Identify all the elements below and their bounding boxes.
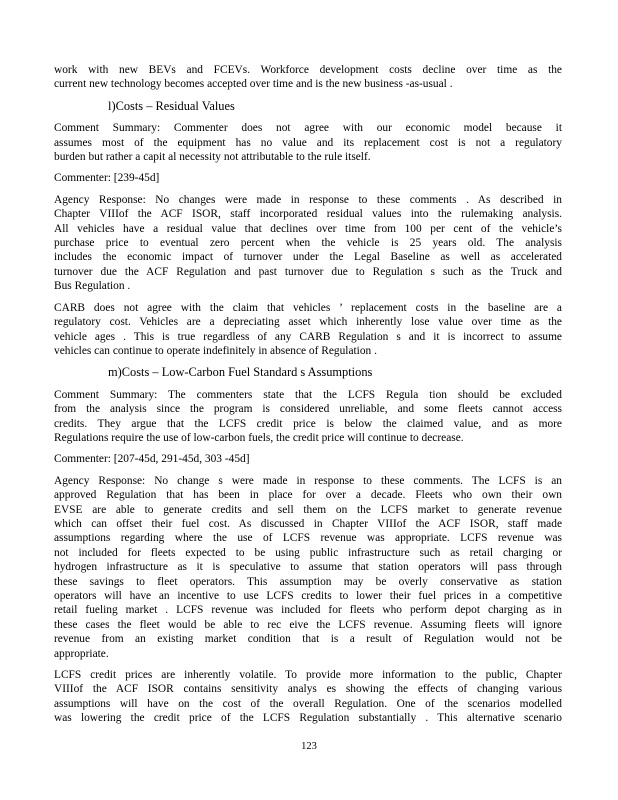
- paragraph: [54, 193, 562, 294]
- text-line: revenue from an existing market condition that is a result of Regulation would not be: [54, 633, 562, 646]
- section-heading: m)Costs – Low-Carbon Fuel Standard s Assumptions: [108, 365, 373, 380]
- text-line: Regulations require the use of low-carbon fuels, the credit price will continue to decrease.: [54, 431, 464, 444]
- text-line: work with new BEVs and FCEVs. Workforce development costs decline over time as the: [54, 64, 562, 76]
- paragraph: [54, 474, 562, 661]
- text-line: regulatory cost. Vehicles are a depreciating asset which inherently lose value over time as the: [54, 316, 562, 329]
- text-line: turnover due the ACF Regulation and past turnover due to Regulation s such as the Truck and: [54, 265, 562, 278]
- commenter-line: Commenter: [207-45d, 291-45d, 303 -45d]: [54, 453, 250, 466]
- text-line: vehicles can continue to operate indefinitely in absence of Regulation .: [54, 344, 377, 357]
- text-line: EVSE are able to generate credits and sell them on the LCFS market to generate revenue: [54, 503, 562, 516]
- text-line: approved Regulation that has been in place for over a decade. Fleets who own their own: [54, 489, 562, 502]
- text-line: burden but rather a capit al necessity not attributable to the rule itself.: [54, 151, 371, 164]
- text-line: current new technology becomes accepted over time and is the new business -as-usual .: [54, 78, 453, 91]
- text-line: Comment Summary: Commenter does not agree with our economic model because it: [54, 122, 562, 135]
- text-line: All vehicles have a residual value that declines over time from 100 per cent of the vehicle’s: [54, 222, 562, 235]
- text-line: credits. They argue that the LCFS credit price is below the claimed value, and as more: [54, 417, 562, 430]
- text-line: retail fueling market . LCFS revenue was included for fleets who perform depot charging as in: [54, 604, 562, 617]
- text-line: vehicle ages . This is true regardless of any CARB Regulation s and it is incorrect to assume: [54, 330, 562, 343]
- page-number: 123: [301, 741, 317, 752]
- text-line: assumptions will have on the cost of the overall Regulation. One of the scenarios modelled: [54, 697, 562, 710]
- text-line: was lowering the credit price of the LCFS Regulation substantially . This alternative scenario: [54, 712, 562, 725]
- page-content: [54, 63, 562, 733]
- text-line: Agency Response: No changes were made in response to these comments . As described in: [54, 193, 562, 206]
- text-line: assumptions regarding where the use of LCFS revenue was appropriate. LCFS revenue was: [54, 532, 562, 545]
- text-line: Bus Regulation .: [54, 280, 131, 293]
- text-line: Comment Summary: The commenters state that the LCFS Regula tion should be excluded: [54, 388, 562, 401]
- text-line: from the analysis since the program is considered unreliable, and some fleets cannot access: [54, 403, 562, 416]
- paragraph: [54, 121, 562, 164]
- paragraph: [54, 63, 562, 92]
- text-line: Agency Response: No change s were made in response to these comments. The LCFS is an: [54, 474, 562, 487]
- text-line: Chapter VIIIof the ACF ISOR, staff incorporated residual values into the rulemaking analysis.: [54, 208, 562, 221]
- text-line: CARB does not agree with the claim that vehicles ’ replacement costs in the baseline are a: [54, 301, 562, 314]
- text-line: VIIIof the ACF ISOR contains sensitivity analys es showing the effects of changing various: [54, 683, 562, 696]
- text-line: not included for fleets expected to be using public infrastructure such as retail charging or: [54, 546, 562, 559]
- text-line: purchase price to eventual zero percent when the vehicle is 25 years old. The analysis: [54, 237, 562, 250]
- text-line: appropriate.: [54, 647, 109, 660]
- text-line: LCFS credit prices are inherently volatile. To provide more information to the public, Chapter: [54, 669, 562, 682]
- text-line: which can offset their fuel cost. As discussed in Chapter VIIIof the ACF ISOR, staff made: [54, 517, 562, 530]
- text-line: hydrogen infrastructure as it is speculative to assume that station operators will pass through: [54, 561, 562, 574]
- section-heading: l)Costs – Residual Values: [108, 98, 235, 113]
- text-line: assumes most of the equipment has no value and its replacement cost is not a regulatory: [54, 136, 562, 149]
- commenter-line: Commenter: [239-45d]: [54, 172, 160, 185]
- paragraph: [54, 388, 562, 446]
- text-line: these savings to fleet operators. This assumption may be overly conservative as station: [54, 575, 562, 588]
- text-line: these cases the fleet would be able to rec eive the LCFS revenue. Assuming fleets will ignore: [54, 618, 562, 631]
- text-line: operators will have an incentive to use LCFS credits to lower their fuel prices in a competitive: [54, 590, 562, 602]
- paragraph: [54, 301, 562, 359]
- paragraph: [54, 668, 562, 726]
- text-line: includes the economic impact of turnover under the Legal Baseline as well as accelerated: [54, 251, 562, 264]
